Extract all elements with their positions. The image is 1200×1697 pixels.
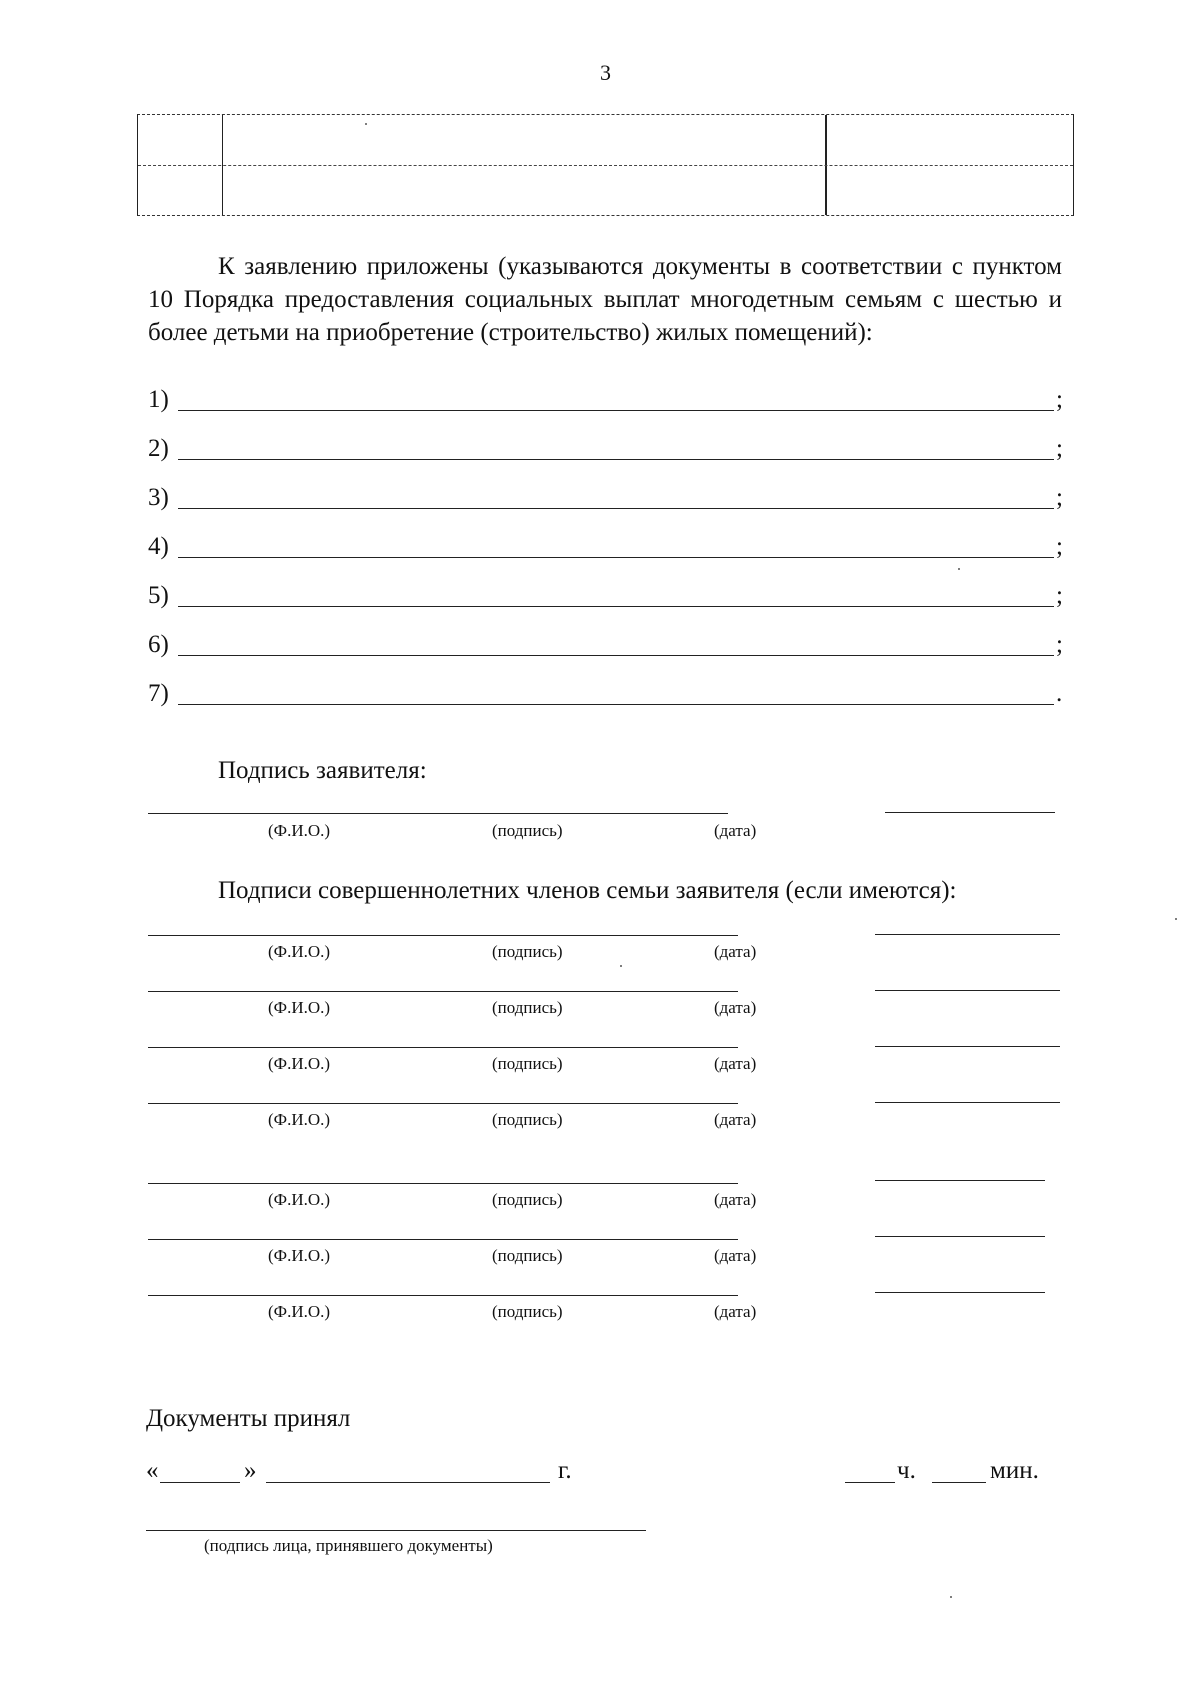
family-signature-line[interactable] <box>148 1103 738 1104</box>
day-input-line[interactable] <box>160 1482 240 1483</box>
table-row-divider <box>138 165 1073 166</box>
signature-caption: (подпись) <box>492 1110 563 1129</box>
fio-caption: (Ф.И.О.) <box>268 1054 331 1073</box>
signature-caption: (подпись) <box>492 998 563 1017</box>
minutes-suffix: мин. <box>990 1457 1039 1484</box>
scan-speck <box>958 568 960 570</box>
scan-speck <box>950 1596 952 1598</box>
family-signatures-label: Подписи совершеннолетних членов семьи заявителя (если имеются): <box>218 877 957 904</box>
attachment-input-line[interactable] <box>178 606 1054 607</box>
fio-caption: (Ф.И.О.) <box>268 821 331 840</box>
page-number: 3 <box>600 60 611 85</box>
attachment-end-mark: ; <box>1056 582 1063 609</box>
attachment-input-line[interactable] <box>178 459 1054 460</box>
applicant-signature-label: Подпись заявителя: <box>218 757 427 784</box>
fio-caption: (Ф.И.О.) <box>268 1246 331 1265</box>
attachment-end-mark: ; <box>1056 435 1063 462</box>
fio-caption: (Ф.И.О.) <box>268 942 331 961</box>
attachment-input-line[interactable] <box>178 655 1054 656</box>
family-signature-line[interactable] <box>148 1047 738 1048</box>
hours-suffix: ч. <box>897 1457 916 1484</box>
date-caption: (дата) <box>714 1190 757 1209</box>
attachment-end-mark: ; <box>1056 631 1063 658</box>
attachment-number: 2) <box>148 435 169 462</box>
signature-caption: (подпись) <box>492 942 563 961</box>
date-close-quote: » <box>244 1457 257 1484</box>
attachment-number: 7) <box>148 680 169 707</box>
attachment-number: 1) <box>148 386 169 413</box>
date-caption: (дата) <box>714 942 757 961</box>
attachment-number: 3) <box>148 484 169 511</box>
date-open-quote: « <box>146 1457 159 1484</box>
attachment-input-line[interactable] <box>178 557 1054 558</box>
signature-caption: (подпись) <box>492 1302 563 1321</box>
attachment-number: 5) <box>148 582 169 609</box>
attachment-number: 6) <box>148 631 169 658</box>
fio-caption: (Ф.И.О.) <box>268 998 331 1017</box>
family-signature-line[interactable] <box>148 935 738 936</box>
family-date-line[interactable] <box>875 1046 1060 1047</box>
family-date-line[interactable] <box>875 1236 1045 1237</box>
continuation-table <box>137 114 1074 216</box>
applicant-signature-line[interactable] <box>148 813 728 814</box>
receiver-signature-line[interactable] <box>146 1530 646 1531</box>
signature-caption: (подпись) <box>492 1054 563 1073</box>
family-signature-line[interactable] <box>148 991 738 992</box>
applicant-date-line[interactable] <box>885 812 1055 813</box>
family-signature-line[interactable] <box>148 1183 738 1184</box>
attachment-end-mark: ; <box>1056 484 1063 511</box>
year-suffix: г. <box>558 1457 572 1484</box>
date-caption: (дата) <box>714 1246 757 1265</box>
fio-caption: (Ф.И.О.) <box>268 1190 331 1209</box>
scan-speck <box>1175 918 1177 920</box>
attachment-end-mark: . <box>1056 680 1063 707</box>
attachment-end-mark: ; <box>1056 533 1063 560</box>
date-caption: (дата) <box>714 1054 757 1073</box>
scan-speck <box>620 965 622 967</box>
signature-caption: (подпись) <box>492 1190 563 1209</box>
date-caption: (дата) <box>714 1302 757 1321</box>
hours-input-line[interactable] <box>845 1482 895 1483</box>
family-signature-line[interactable] <box>148 1239 738 1240</box>
scan-speck <box>365 123 367 125</box>
month-input-line[interactable] <box>266 1482 550 1483</box>
fio-caption: (Ф.И.О.) <box>268 1110 331 1129</box>
family-date-line[interactable] <box>875 1180 1045 1181</box>
fio-caption: (Ф.И.О.) <box>268 1302 331 1321</box>
signature-caption: (подпись) <box>492 1246 563 1265</box>
attachment-input-line[interactable] <box>178 508 1054 509</box>
attachment-number: 4) <box>148 533 169 560</box>
family-date-line[interactable] <box>875 990 1060 991</box>
minutes-input-line[interactable] <box>932 1482 986 1483</box>
attachment-end-mark: ; <box>1056 386 1063 413</box>
date-caption: (дата) <box>714 998 757 1017</box>
family-date-line[interactable] <box>875 934 1060 935</box>
attachment-input-line[interactable] <box>178 704 1054 705</box>
receiver-signature-caption: (подпись лица, принявшего документы) <box>204 1536 493 1555</box>
date-caption: (дата) <box>714 1110 757 1129</box>
date-caption: (дата) <box>714 821 757 840</box>
signature-caption: (подпись) <box>492 821 563 840</box>
family-signature-line[interactable] <box>148 1295 738 1296</box>
family-date-line[interactable] <box>875 1292 1045 1293</box>
attachment-input-line[interactable] <box>178 410 1054 411</box>
documents-accepted-label: Документы принял <box>146 1405 351 1432</box>
family-date-line[interactable] <box>875 1102 1060 1103</box>
attachments-intro-text: К заявлению приложены (указываются документы в соответствии с пунктом 10 Порядка предоставления социальных выплат многодетным семьям с шестью и более детьми на приобретение (строительство) жилых помещений): <box>148 253 1062 346</box>
